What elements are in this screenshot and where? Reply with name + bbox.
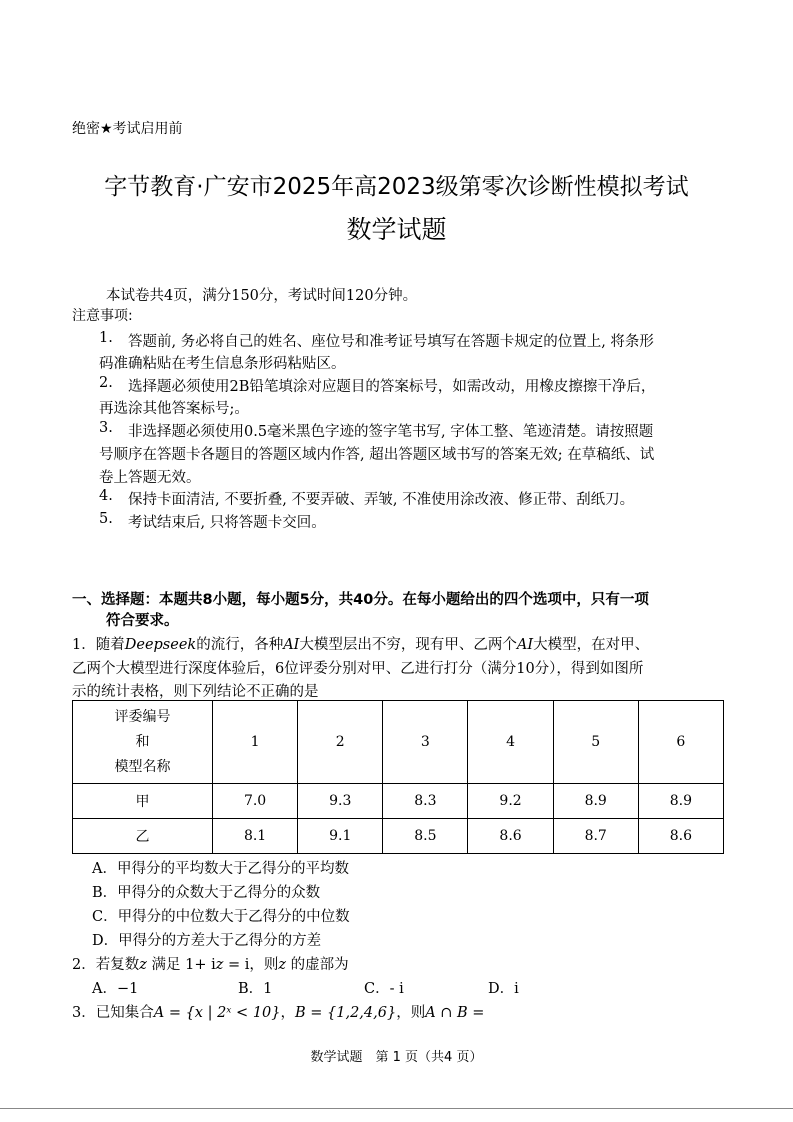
secrecy-label: 绝密★考试启用前 [72, 121, 183, 137]
score-cell: 9.2 [468, 784, 553, 819]
note-5-line-1: 考试结束后, 只将答题卡交回。 [128, 515, 326, 531]
score-cell: 7.0 [213, 784, 298, 819]
judge-column-4: 4 [468, 701, 553, 784]
score-table-corner-header [73, 701, 213, 784]
score-cell: 9.3 [298, 784, 383, 819]
header-line-3: 模型名称 [114, 758, 171, 775]
question-2-stem: 2．若复数z 满足 1+ iz = i，则z 的虚部为 [72, 957, 349, 973]
note-2-line-1: 选择题必须使用2B铅笔填涂对应题目的答案标号，如需改动，用橡皮擦擦干净后， [128, 379, 656, 395]
score-cell: 8.6 [468, 819, 553, 854]
question-1-option-b: B．甲得分的众数大于乙得分的众数 [92, 885, 321, 901]
note-2-number: 2. [99, 375, 113, 391]
judge-column-5: 5 [553, 701, 638, 784]
question-2-option-d: D．i [488, 981, 519, 997]
model-name-cell: 乙 [73, 819, 213, 854]
score-table-header-row [73, 701, 724, 784]
score-cell: 8.6 [638, 819, 723, 854]
note-3-line-2: 号顺序在答题卡各题目的答题区域内作答, 超出答题区域书写的答案无效; 在草稿纸、试 [99, 447, 655, 463]
intersection-formula: A ∩ B = [425, 1005, 485, 1021]
question-2-option-b: B．1 [238, 981, 273, 997]
note-3-line-3: 卷上答题无效。 [99, 470, 201, 486]
judge-column-1: 1 [213, 701, 298, 784]
score-cell: 8.5 [383, 819, 468, 854]
question-3-stem: 3．已知集合A = {x | 2ˣ < 10}，B = {1,2,4,6}，则A ∩ B = [72, 1005, 485, 1021]
score-cell: 8.7 [553, 819, 638, 854]
table-row [73, 784, 724, 819]
score-cell: 8.9 [638, 784, 723, 819]
judge-column-2: 2 [298, 701, 383, 784]
header-line-2: 和 [135, 733, 150, 750]
question-1-line-1: 1．随着Deepseek的流行，各种AI大模型层出不穷，现有甲、乙两个AI大模型，在对甲、 [72, 637, 650, 653]
question-1-line-2: 乙两个大模型进行深度体验后，6位评委分别对甲、乙进行打分（满分10分），得到如图所 [72, 661, 644, 677]
question-2-option-c: C．- i [364, 981, 404, 997]
note-1-line-2: 码准确粘贴在考生信息条形码粘贴区。 [99, 356, 346, 372]
exam-intro: 本试卷共4页，满分150分，考试时间120分钟。 [106, 288, 418, 304]
score-cell: 8.1 [213, 819, 298, 854]
score-cell: 8.9 [553, 784, 638, 819]
table-row [73, 819, 724, 854]
section-1-heading: 一、选择题：本题共8小题，每小题5分，共40分。在每小题给出的四个选项中，只有一项 [72, 592, 649, 608]
note-4-line-1: 保持卡面清洁, 不要折叠, 不要弄破、弄皱, 不准使用涂改液、修正带、刮纸刀。 [128, 492, 635, 508]
header-line-1: 评委编号 [114, 708, 171, 725]
page-footer: 数学试题 第 1 页（共4 页） [310, 1050, 483, 1065]
note-3-line-1: 非选择题必须使用0.5毫米黑色字迹的签字笔书写, 字体工整、笔迹清楚。请按照题 [128, 424, 654, 440]
model-name-cell: 甲 [73, 784, 213, 819]
judge-column-6: 6 [638, 701, 723, 784]
note-1-line-1: 答题前, 务必将自己的姓名、座位号和准考证号填写在答题卡规定的位置上, 将条形 [128, 334, 654, 350]
set-a-formula: A = {x | 2ˣ < 10} [153, 1005, 281, 1021]
page-bottom-divider [0, 1108, 793, 1109]
question-1-option-a: A．甲得分的平均数大于乙得分的平均数 [92, 861, 349, 877]
judge-column-3: 3 [383, 701, 468, 784]
section-1-heading-cont: 符合要求。 [106, 613, 179, 629]
note-2-line-2: 再选涂其他答案标号;。 [99, 401, 249, 417]
score-table [72, 700, 724, 854]
exam-title: 字节教育·广安市2025年高2023级第零次诊断性模拟考试 [104, 174, 689, 200]
question-1-option-d: D．甲得分的方差大于乙得分的方差 [92, 933, 322, 949]
note-3-number: 3. [99, 420, 113, 436]
note-5-number: 5. [99, 511, 113, 527]
note-4-number: 4. [99, 488, 113, 504]
score-cell: 9.1 [298, 819, 383, 854]
note-1-number: 1. [99, 330, 113, 346]
set-b-formula: B = {1,2,4,6} [295, 1005, 397, 1021]
exam-subject-title: 数学试题 [346, 215, 447, 244]
question-1-option-c: C．甲得分的中位数大于乙得分的中位数 [92, 909, 350, 925]
question-1-line-3: 示的统计表格，则下列结论不正确的是 [72, 684, 319, 700]
notes-heading: 注意事项: [72, 308, 133, 324]
score-cell: 8.3 [383, 784, 468, 819]
question-2-option-a: A．−1 [92, 981, 139, 997]
